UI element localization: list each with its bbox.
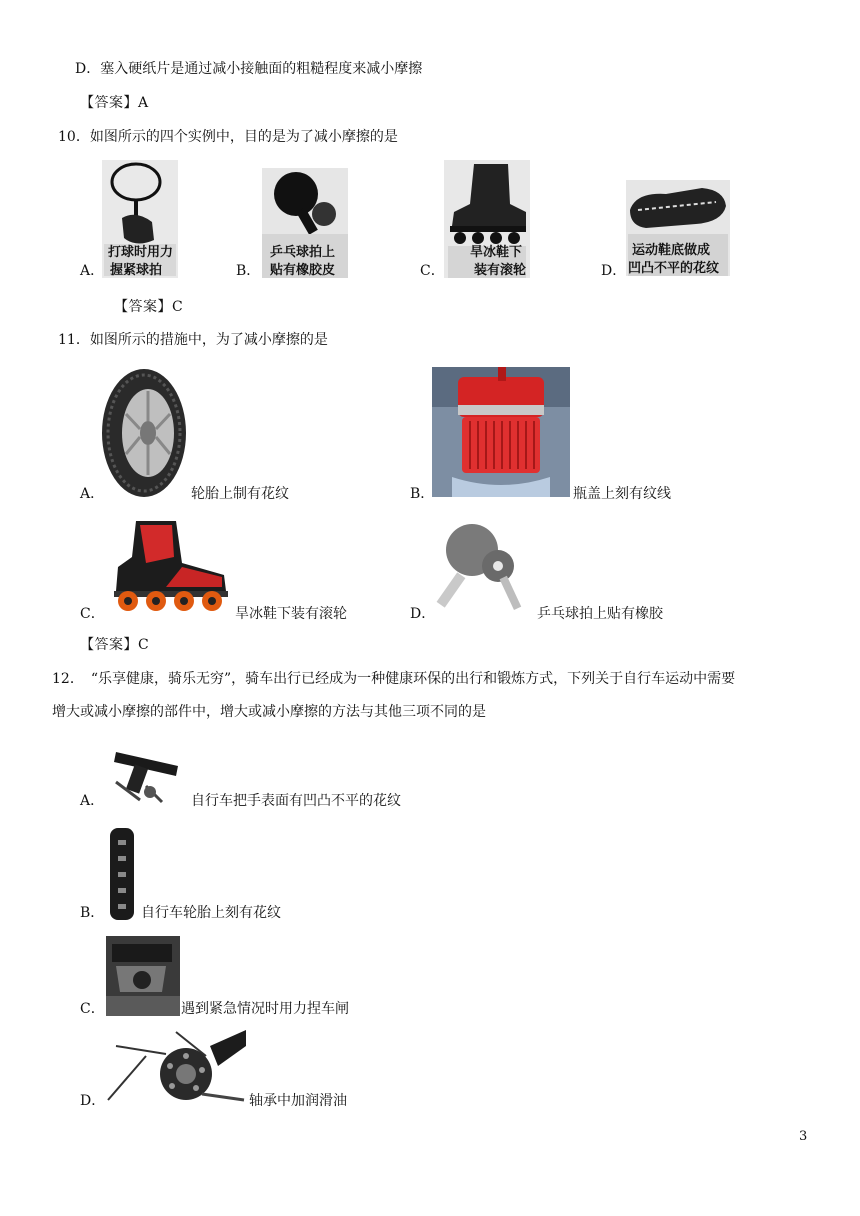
q12-c-letter: C．: [80, 1001, 105, 1017]
q11-b-caption: 瓶盖上刻有纹线: [573, 486, 671, 502]
tire-icon: [100, 366, 188, 500]
bike-tire-tread-icon: [106, 826, 138, 922]
q11-c-caption: 旱冰鞋下装有滚轮: [235, 606, 347, 622]
q12-stem-line1: 12． “乐享健康，骑乐无穷”，骑车出行已经成为一种健康环保的出行和锻炼方式，下列关于自行车运动中需要: [52, 671, 736, 687]
q11-option-c-image: [106, 517, 234, 613]
q10-a-caption-2: 握紧球拍: [110, 263, 163, 278]
q10-d-caption-1: 运动鞋底做成: [632, 243, 711, 258]
q10-d-letter: D．: [601, 263, 627, 279]
q9-option-d: D．塞入硬纸片是通过减小接触面的粗糙程度来减小摩擦: [75, 61, 423, 77]
q11-option-d-image: [436, 520, 532, 616]
roller-skate-icon: [106, 517, 234, 613]
q12-a-caption: 自行车把手表面有凹凸不平的花纹: [191, 793, 401, 809]
q12-b-caption: 自行车轮胎上刻有花纹: [141, 905, 281, 921]
q10-c-caption-1: 旱冰鞋下: [470, 245, 523, 260]
q12-d-caption: 轴承中加润滑油: [249, 1093, 347, 1109]
q10-a-caption-1: 打球时用力: [108, 245, 174, 260]
q10-d-caption-2: 凹凸不平的花纹: [628, 261, 720, 276]
q11-a-letter: A．: [80, 486, 105, 502]
bottle-cap-icon: [432, 367, 570, 497]
q12-option-b-image: [106, 826, 138, 922]
q10-c-letter: C．: [420, 263, 445, 279]
q11-option-b-image: [432, 367, 570, 497]
bike-bearing-icon: [106, 1026, 248, 1104]
q10-b-letter: B．: [236, 263, 261, 279]
bike-handlebar-icon: [106, 742, 186, 804]
q9-answer: 【答案】A: [80, 95, 149, 111]
q12-stem-line2: 增大或减小摩擦的部件中，增大或减小摩擦的方法与其他三项不同的是: [52, 704, 486, 720]
q10-a-letter: A．: [80, 263, 105, 279]
q10-b-caption-1: 乒乓球拍上: [270, 245, 336, 260]
q11-a-caption: 轮胎上制有花纹: [191, 486, 289, 502]
q11-b-letter: B．: [410, 486, 435, 502]
q11-stem: 11．如图所示的措施中，为了减小摩擦的是: [58, 332, 328, 348]
q11-option-a-image: [100, 366, 188, 500]
q11-answer: 【答案】C: [80, 637, 150, 653]
q10-b-caption-2: 贴有橡胶皮: [270, 263, 336, 278]
q10-stem: 10．如图所示的四个实例中，目的是为了减小摩擦的是: [58, 129, 398, 145]
q10-answer: 【答案】C: [114, 299, 184, 315]
q12-option-d-image: [106, 1026, 248, 1104]
q11-d-letter: D．: [410, 606, 436, 622]
bike-brake-icon: [106, 936, 180, 1016]
q12-option-a-image: [106, 742, 186, 804]
q10-c-caption-2: 装有滚轮: [474, 263, 527, 278]
q12-a-letter: A．: [80, 793, 105, 809]
q12-b-letter: B．: [80, 905, 105, 921]
q11-c-letter: C．: [80, 606, 105, 622]
q12-c-caption: 遇到紧急情况时用力捏车闸: [181, 1001, 349, 1017]
q11-d-caption: 乒乓球拍上贴有橡胶: [537, 606, 663, 622]
ping-pong-paddle-icon: [436, 520, 532, 616]
page-number: 3: [799, 1129, 808, 1144]
q12-option-c-image: [106, 936, 180, 1016]
q12-d-letter: D．: [80, 1093, 106, 1109]
